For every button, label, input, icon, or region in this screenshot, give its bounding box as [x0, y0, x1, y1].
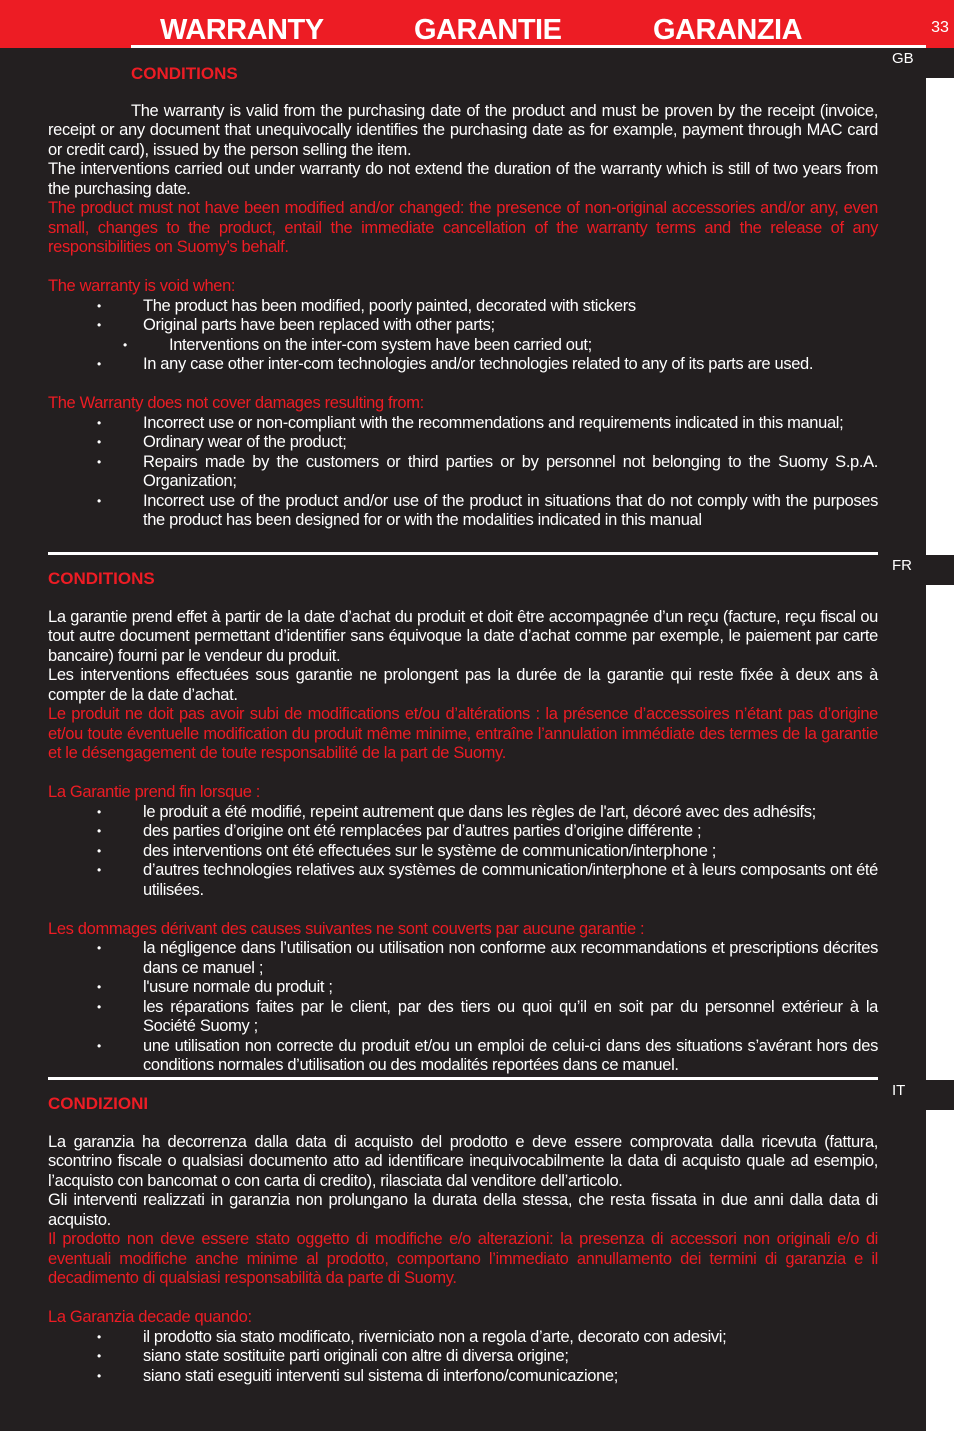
list-item: • Ordinary wear of the product; — [48, 433, 878, 453]
section-divider — [48, 1077, 878, 1080]
list-item: • des parties d’origine ont été remplacées par d’autres parties d’origine différente ; — [48, 822, 878, 842]
list-item: • une utilisation non correcte du produit et/ou un emploi de celui-ci dans des situations s’avérant hors des conditions normales d’utilisation ou des modalités reportées dans ce manuel. — [48, 1037, 878, 1076]
list-item: • Incorrect use of the product and/or use of the product in situations that do not comply with the purposes the product has been designed for or with the modalities indicated in this manual — [48, 492, 878, 531]
void-list — [48, 803, 878, 901]
list-item: • siano state sostituite parti originali con altre di diversa origine; — [48, 1347, 878, 1367]
void-list — [48, 297, 878, 375]
list-title: Les dommages dérivant des causes suivantes ne sont couverts par aucune garantie : — [48, 919, 645, 938]
list-item: • des interventions ont été effectuées sur le système de communication/interphone ; — [48, 842, 878, 862]
void-list — [48, 1328, 878, 1387]
section-divider — [48, 552, 878, 555]
paragraph: La garanzia ha decorrenza dalla data di acquisto del prodotto e deve essere comprovata dalla ricevuta (fattura, scontrino fiscale o qualsiasi documento atto ad identificare inequivocabilmente la data di acquisto quale ad esempio, l’acquisto con bancomat o con carta di credito), rilasciata dal venditore dell’articolo. — [48, 1132, 878, 1190]
title-warranty: WARRANTY — [160, 14, 324, 46]
language-tab-fr: FR — [879, 555, 954, 585]
page-title-row — [131, 12, 926, 48]
section-gb — [48, 64, 878, 531]
list-item: • Interventions on the inter-com system have been carried out; — [48, 336, 878, 356]
section-it — [48, 1094, 878, 1386]
paragraph-red: Le produit ne doit pas avoir subi de modifications et/ou d’altérations : la présence d’accessoires n’étant pas d’origine et/ou toute éventuelle modification du produit même minime, entraîne l’annulation immédiate des termes de la garantie et le désengagement de toute responsabilité de la part de Suomy. — [48, 705, 878, 762]
right-margin-strip — [926, 0, 954, 1431]
language-tab-gb: GB — [879, 48, 954, 78]
list-item: • d’autres technologies relatives aux systèmes de communication/interphone et à leurs composants ont été utilisées. — [48, 861, 878, 900]
list-item: • The product has been modified, poorly painted, decorated with stickers — [48, 297, 878, 317]
paragraph: The warranty is valid from the purchasing date of the product and must be proven by the receipt (invoice, receipt or any document that unequivocally identifies the purchasing date as for example, payment through MAC card or credit card), issued by the person selling the item. — [48, 101, 878, 159]
paragraph: Les interventions effectuées sous garantie ne prolongent pas la durée de la garantie qui reste fixée à deux ans à compter de la date d’achat. — [48, 666, 878, 704]
list-item: • In any case other inter-com technologies and/or technologies related to any of its parts are used. — [48, 355, 878, 375]
no-cover-list — [48, 939, 878, 1076]
list-item: • le produit a été modifié, repeint autrement que dans les règles de l'art, décoré avec des adhésifs; — [48, 803, 878, 823]
section-fr — [48, 569, 878, 1076]
list-title: La Garanzia decade quando: — [48, 1308, 252, 1326]
section-heading: CONDITIONS — [131, 64, 238, 83]
paragraph-red: The product must not have been modified and/or changed: the presence of non-original accessories and/or any, even small, changes to the product, entail the immediate cancellation of the warranty terms and the release of any responsibilities on Suomy’s behalf. — [48, 199, 878, 256]
list-item: • il prodotto sia stato modificato, riverniciato non a regola d’arte, decorato con adesivi; — [48, 1328, 878, 1348]
page-number: 33 — [926, 0, 954, 48]
list-item: • Incorrect use or non-compliant with the recommendations and requirements indicated in this manual; — [48, 414, 878, 434]
list-item: • siano stati eseguiti interventi sul sistema di interfono/comunicazione; — [48, 1367, 878, 1387]
list-item: • la négligence dans l’utilisation ou utilisation non conforme aux recommandations et prescriptions décrites dans ce manuel ; — [48, 939, 878, 978]
paragraph: The interventions carried out under warranty do not extend the duration of the warranty which is still of two years from the purchasing date. — [48, 160, 878, 198]
list-item: • les réparations faites par le client, par des tiers ou quoi qu’il en soit par du personnel extérieur à la Société Suomy ; — [48, 998, 878, 1037]
no-cover-list — [48, 414, 878, 531]
section-heading: CONDIZIONI — [48, 1094, 149, 1113]
paragraph-red: Il prodotto non deve essere stato oggetto di modifiche e/o alterazioni: la presenza di accessori non originali e/o di eventuali modifiche anche minime al prodotto, comportano l’immediato annullamento dei termini di garanzia e il decadimento di qualsiasi responsabilità da parte di Suomy. — [48, 1230, 878, 1287]
list-item: • Repairs made by the customers or third parties or by personnel not belonging to the Suomy S.p.A. Organization; — [48, 453, 878, 492]
paragraph: Gli interventi realizzati in garanzia non prolungano la durata della stessa, che resta fissata in due anni dalla data di acquisto. — [48, 1191, 878, 1229]
list-item: • l'usure normale du produit ; — [48, 978, 878, 998]
list-item: • Original parts have been replaced with other parts; — [48, 316, 878, 336]
section-heading: CONDITIONS — [48, 569, 155, 588]
list-title: La Garantie prend fin lorsque : — [48, 783, 261, 801]
list-title: The warranty is void when: — [48, 277, 236, 295]
title-garantie: GARANTIE — [414, 14, 562, 46]
language-tab-it: IT — [879, 1080, 954, 1110]
title-garanzia: GARANZIA — [653, 14, 803, 46]
paragraph: La garantie prend effet à partir de la date d’achat du produit et doit être accompagnée d’un reçu (facture, reçu fiscal ou tout autre document permettant d’identifier sans équivoque la date d’achat comme par exemple, le paiement par carte bancaire) fourni par le vendeur du produit. — [48, 607, 878, 665]
list-title: The Warranty does not cover damages resulting from: — [48, 394, 424, 412]
